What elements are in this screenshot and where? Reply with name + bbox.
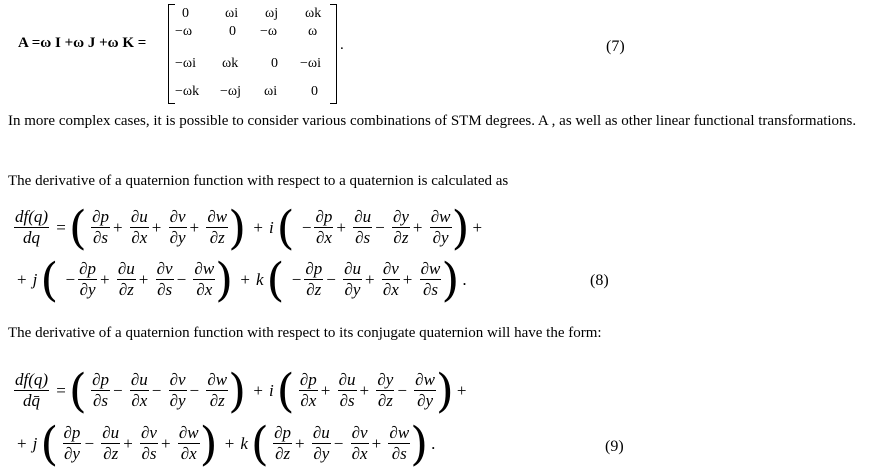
m21: ωk	[222, 56, 239, 71]
eq9-line2: + j( $\frac{\partial p}{\partial y}$ − $\frac{\partial u}{\partial z}$ + $\frac{\partial v}{\partial s}$ + $\frac{\partial w}{\partial x}$ ) + k( $\frac{\partial p}{\partial z}$ + $\frac{\partial u}{\partial y}$ − $\frac{\partial v}{\partial x}$ + $\frac{\partial w}{\partial s}$ ) .	[17, 416, 436, 471]
m13: ω	[308, 24, 318, 39]
paragraph-1: In more complex cases, it is possible to consider various combinations of STM degrees. A , as well as other linear functional transformations.	[8, 113, 857, 129]
matrix-bracket-left	[168, 4, 175, 104]
paragraph-3: The derivative of a quaternion function with respect to its conjugate quaternion will have the form:	[8, 325, 602, 341]
eq8-line1: $\frac{df(q)}{dq}$ =( $\frac{\partial p}{\partial s}$ + $\frac{\partial u}{\partial x}$ + $\frac{\partial v}{\partial y}$ + $\frac{\partial w}{\partial z}$ ) + i( − $\frac{\partial p}{\partial x}$ + $\frac{\partial u}{\partial s}$ − $\frac{\partial y}{\partial z}$ + $\frac{\partial w}{\partial y}$ ) +	[15, 200, 483, 255]
matrix-bracket-right	[330, 4, 337, 104]
m02: ωj	[265, 6, 279, 21]
eq9-number: (9)	[605, 438, 624, 455]
m30: −ωk	[175, 84, 200, 99]
m01: ωi	[225, 6, 239, 21]
m33: 0	[311, 84, 318, 99]
m12: −ω	[260, 24, 278, 39]
equation-7	[18, 35, 146, 52]
m00: 0	[182, 6, 189, 21]
eq7-lhs: A =ω I +ω J +ω K =	[18, 35, 147, 51]
m23: −ωi	[300, 56, 321, 71]
m03: ωk	[305, 6, 322, 21]
m22: 0	[271, 56, 278, 71]
eq8-number: (8)	[590, 272, 609, 289]
m32: ωi	[264, 84, 278, 99]
m20: −ωi	[175, 56, 196, 71]
eq7-period: .	[340, 37, 344, 53]
paragraph-2: The derivative of a quaternion function with respect to a quaternion is calculated as	[8, 173, 509, 189]
m10: −ω	[175, 24, 193, 39]
eq7-number: (7)	[606, 38, 625, 55]
eq9-line1: $\frac{df(q)}{dq̄}$ =( $\frac{\partial p}{\partial s}$ − $\frac{\partial u}{\partial x}$ − $\frac{\partial v}{\partial y}$ − $\frac{\partial w}{\partial z}$ ) + i( $\frac{\partial p}{\partial x}$ + $\frac{\partial u}{\partial s}$ + $\frac{\partial y}{\partial z}$ − $\frac{\partial w}{\partial y}$ ) +	[15, 363, 467, 418]
m11: 0	[229, 24, 236, 39]
eq8-line2: + j( − $\frac{\partial p}{\partial y}$ + $\frac{\partial u}{\partial z}$ + $\frac{\partial v}{\partial s}$ − $\frac{\partial w}{\partial x}$ ) + k( − $\frac{\partial p}{\partial z}$ − $\frac{\partial u}{\partial y}$ + $\frac{\partial v}{\partial x}$ + $\frac{\partial w}{\partial s}$ ) .	[17, 252, 467, 307]
m31: −ωj	[220, 84, 241, 99]
